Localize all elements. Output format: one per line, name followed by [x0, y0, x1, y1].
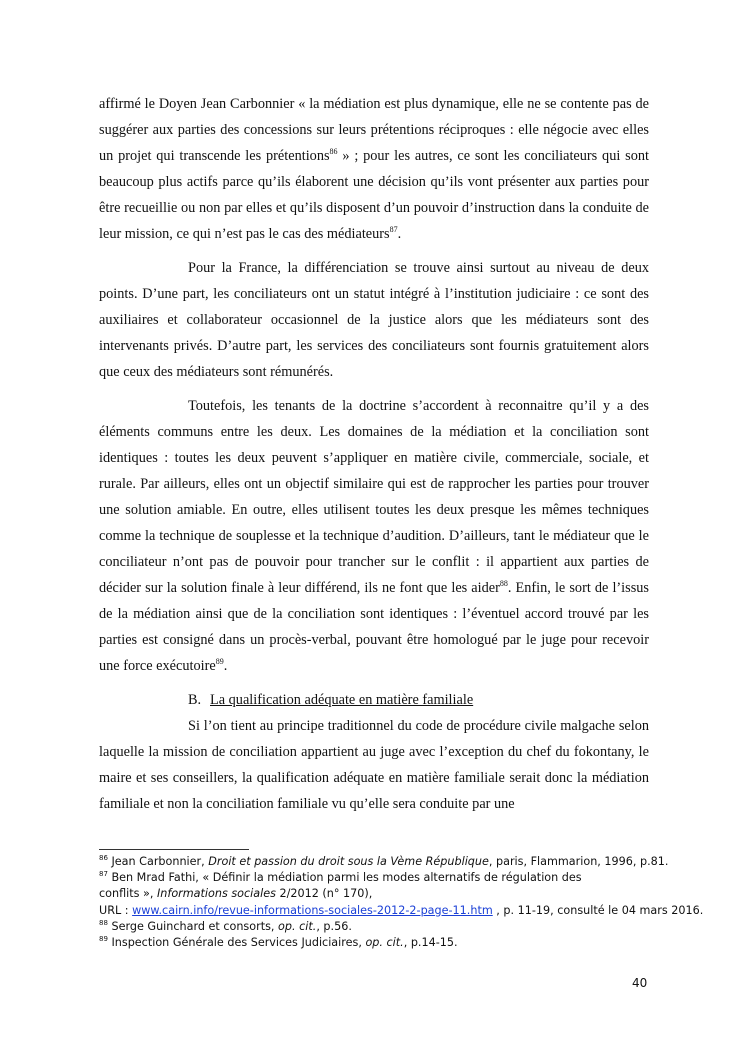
- footnote-number: 86: [99, 854, 108, 862]
- footnote-ref-87[interactable]: 87: [389, 225, 398, 234]
- footnote-ref-86[interactable]: 86: [329, 147, 338, 156]
- page-number: 40: [632, 976, 648, 990]
- paragraph-text: .: [397, 226, 402, 242]
- footnote-cite: op. cit.: [278, 919, 317, 933]
- body-text: [99, 91, 649, 817]
- footnote-text: Serge Guinchard et consorts,: [107, 919, 279, 933]
- paragraph-2: Pour la France, la différenciation se trouve ainsi surtout au niveau de deux points. D’une part, les conciliateurs ont un statut intégré à l’institution judiciaire : ce sont des auxiliaires et collaborateur occasionnel de la justice alors que les médiateurs sont des intervenants privés. D’autre part, les services des conciliateurs sont fournis gratuitement alors que ceux des médiateurs sont rémunérés.: [99, 260, 649, 380]
- footnote-89: [99, 935, 659, 951]
- footnote-ref-89[interactable]: 89: [215, 657, 224, 666]
- footnote-number: 87: [99, 870, 108, 879]
- paragraph-3: [99, 393, 649, 679]
- footnote-book-title: Droit et passion du droit sous la Vème République: [208, 855, 489, 868]
- footnote-url-link[interactable]: www.cairn.info/revue-informations-sociales-2012-2-page-11.htm: [132, 903, 493, 917]
- footnote-87-cont: [99, 886, 659, 902]
- footnote-86: [99, 854, 669, 870]
- footnote-text: conflits »,: [99, 887, 157, 901]
- footnote-ref-88[interactable]: 88: [499, 579, 508, 588]
- footnote-cite: op. cit.: [365, 936, 404, 950]
- footnote-text: , p. 11-19, consulté le 04 mars 2016.: [492, 903, 704, 917]
- footnote-87-url: [99, 903, 704, 919]
- paragraph-text: Toutefois, les tenants de la doctrine s’accordent à reconnaitre qu’il y a des éléments communs entre les deux. Les domaines de la médiation et la conciliation sont identiques : toutes les deux peuvent s’appliquer en matière civile, commerciale, sociale, et rurale. Par ailleurs, elles ont un objectif similaire qui est de rapprocher les parties pour trouver une solution amiable. En outre, elles utilisent toutes les deux presque les mêmes techniques comme la technique de souplesse et la technique d’audition. D’ailleurs, tant le médiateur que le conciliateur n’ont pas de pouvoir pour trancher sur le conflit : il appartient aux parties de décider sur la solution finale à leur différend, ils ne font que les aider: [99, 398, 649, 596]
- paragraph-text: . Enfin, le sort de l’issus de la médiation ainsi que de la conciliation sont identiques : l’éventuel accord trouvé par les parties est consigné dans un procès-verbal, pouvant être homologué par le juge pour recevoir une force exécutoire: [99, 580, 649, 674]
- section-letter: B.: [188, 692, 202, 708]
- paragraph-text: affirmé le Doyen Jean Carbonnier « la médiation est plus dynamique, elle ne se contente pas de suggérer aux parties des concessions sur leurs prétentions réciproques : elle négocie avec elles un projet qui transcende les prétentions: [99, 96, 649, 164]
- paragraph-text: .: [223, 658, 228, 674]
- paragraph-text: » ; pour les autres, ce sont les conciliateurs qui sont beaucoup plus actifs parce qu’ils élaborent une décision qu’ils vont présenter aux parties pour être recueillie ou non par elles et qu’ils disposent d’un pouvoir d’instruction dans la conduite de leur mission, ce qui n’est pas le cas des médiateurs: [99, 148, 649, 242]
- section-heading: [188, 687, 649, 713]
- paragraph-1: [99, 91, 649, 247]
- footnote-number: 89: [99, 935, 108, 944]
- footnote-number: 88: [99, 918, 108, 927]
- footnotes: [99, 849, 704, 951]
- footnote-divider: [99, 849, 249, 850]
- footnote-text: URL :: [99, 903, 133, 917]
- footnote-text: Ben Mrad Fathi, « Définir la médiation parmi les modes alternatifs de régulation des: [107, 871, 582, 885]
- footnote-text: Inspection Générale des Services Judiciaires,: [107, 936, 366, 950]
- paragraph-4: Si l’on tient au principe traditionnel du code de procédure civile malgache selon laquelle la mission de conciliation appartient au juge avec l’exception du chef du fokontany, le maire et ses conseillers, la qualification adéquate en matière familiale serait donc la médiation familiale et non la conciliation familiale vu qu’elle sera conduite par une: [99, 718, 649, 812]
- footnote-text: , p.56.: [316, 919, 352, 933]
- footnote-text: 2/2012 (n° 170),: [275, 887, 373, 901]
- footnote-88: [99, 919, 659, 935]
- footnote-87: [99, 870, 659, 886]
- footnote-journal: Informations sociales: [156, 887, 276, 901]
- section-title: La qualification adéquate en matière familiale: [210, 692, 474, 708]
- footnote-text: , paris, Flammarion, 1996, p.81.: [488, 855, 669, 868]
- footnote-text: , p.14-15.: [403, 936, 458, 950]
- footnote-text: Jean Carbonnier,: [107, 855, 209, 868]
